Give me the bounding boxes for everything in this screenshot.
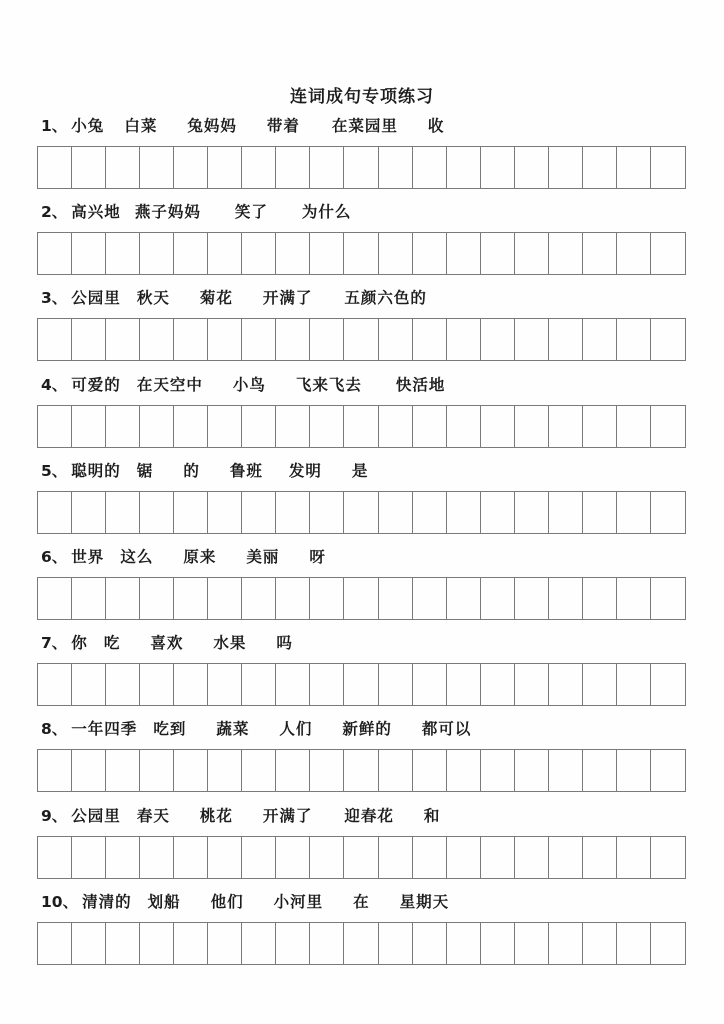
answer-cell[interactable] — [515, 923, 549, 964]
answer-cell[interactable] — [106, 319, 140, 360]
question-prompt — [41, 372, 445, 396]
word-token: 小河里 — [273, 892, 324, 911]
question-prompt — [41, 716, 471, 740]
answer-cell[interactable] — [481, 578, 515, 619]
question-prompt — [41, 803, 440, 827]
answer-cell[interactable] — [208, 923, 242, 964]
word-token: 星期天 — [399, 892, 450, 911]
answer-cell[interactable] — [413, 233, 447, 274]
answer-cell[interactable] — [583, 406, 617, 447]
answer-cell[interactable] — [174, 233, 208, 274]
answer-cell[interactable] — [72, 492, 106, 533]
answer-cell[interactable] — [515, 578, 549, 619]
answer-cell[interactable] — [583, 492, 617, 533]
answer-grid — [37, 491, 686, 534]
answer-cell[interactable] — [140, 923, 174, 964]
answer-cell[interactable] — [276, 319, 310, 360]
question-number: 1、 — [41, 117, 68, 135]
answer-cell[interactable] — [174, 923, 208, 964]
word-token: 你 — [71, 634, 88, 653]
word-token: 开满了 — [262, 806, 313, 825]
word-token: 秋天 — [136, 289, 170, 308]
word-token: 春天 — [136, 806, 170, 825]
answer-cell[interactable] — [515, 406, 549, 447]
answer-cell[interactable] — [651, 492, 685, 533]
answer-cell[interactable] — [413, 147, 447, 188]
answer-cell[interactable] — [515, 147, 549, 188]
answer-cell[interactable] — [413, 319, 447, 360]
word-token: 世界 — [71, 548, 105, 566]
answer-cell[interactable] — [276, 750, 310, 791]
question-prompt — [41, 630, 293, 654]
word-token: 和 — [423, 806, 441, 825]
word-token: 五颜六色的 — [344, 289, 427, 308]
answer-cell[interactable] — [208, 406, 242, 447]
word-token: 是 — [351, 461, 369, 480]
word-token: 小鸟 — [232, 375, 266, 394]
answer-cell[interactable] — [174, 750, 208, 791]
answer-cell[interactable] — [447, 837, 481, 878]
word-token: 蔬菜 — [216, 720, 250, 739]
answer-cell[interactable] — [549, 233, 583, 274]
answer-cell[interactable] — [242, 837, 276, 878]
answer-cell[interactable] — [174, 406, 208, 447]
answer-cell[interactable] — [413, 492, 447, 533]
answer-cell[interactable] — [310, 664, 344, 705]
answer-cell[interactable] — [617, 406, 651, 447]
answer-cell[interactable] — [140, 578, 174, 619]
answer-cell[interactable] — [617, 837, 651, 878]
word-token: 划船 — [147, 892, 181, 911]
answer-cell[interactable] — [379, 750, 413, 791]
answer-cell[interactable] — [72, 923, 106, 964]
answer-cell[interactable] — [447, 406, 481, 447]
answer-cell[interactable] — [38, 147, 72, 188]
answer-cell[interactable] — [276, 923, 310, 964]
question-number: 7、 — [41, 634, 68, 653]
word-token: 公园里 — [71, 806, 121, 825]
answer-cell[interactable] — [72, 147, 106, 188]
question-number: 4、 — [41, 375, 68, 394]
answer-grid — [37, 663, 686, 706]
answer-grid — [37, 232, 686, 275]
answer-cell[interactable] — [242, 319, 276, 360]
answer-cell[interactable] — [549, 319, 583, 360]
word-token: 高兴地 — [71, 203, 121, 222]
answer-cell[interactable] — [208, 664, 242, 705]
word-token: 可爱的 — [71, 375, 121, 394]
answer-cell[interactable] — [379, 147, 413, 188]
answer-cell[interactable] — [481, 923, 515, 964]
answer-cell[interactable] — [140, 319, 174, 360]
answer-cell[interactable] — [515, 492, 549, 533]
answer-cell[interactable] — [344, 147, 378, 188]
answer-cell[interactable] — [481, 406, 515, 447]
answer-cell[interactable] — [413, 406, 447, 447]
answer-cell[interactable] — [617, 578, 651, 619]
answer-cell[interactable] — [276, 492, 310, 533]
answer-cell[interactable] — [481, 837, 515, 878]
answer-cell[interactable] — [174, 492, 208, 533]
answer-cell[interactable] — [481, 233, 515, 274]
answer-cell[interactable] — [72, 750, 106, 791]
answer-cell[interactable] — [447, 923, 481, 964]
word-token: 开满了 — [262, 289, 313, 308]
worksheet-title: 连词成句专项练习 — [290, 87, 434, 107]
answer-cell[interactable] — [310, 578, 344, 619]
word-token: 的 — [183, 461, 200, 480]
answer-cell[interactable] — [481, 664, 515, 705]
answer-cell[interactable] — [140, 750, 174, 791]
answer-cell[interactable] — [413, 664, 447, 705]
word-token: 菊花 — [199, 289, 233, 308]
answer-cell[interactable] — [651, 578, 685, 619]
answer-cell[interactable] — [651, 147, 685, 188]
answer-cell[interactable] — [413, 923, 447, 964]
answer-cell[interactable] — [310, 492, 344, 533]
answer-cell[interactable] — [276, 664, 310, 705]
answer-cell[interactable] — [651, 233, 685, 274]
answer-cell[interactable] — [413, 837, 447, 878]
answer-cell[interactable] — [140, 406, 174, 447]
answer-cell[interactable] — [481, 492, 515, 533]
answer-cell[interactable] — [549, 578, 583, 619]
word-token: 聪明的 — [71, 461, 121, 480]
word-token: 在天空中 — [136, 375, 203, 394]
question-number: 6、 — [41, 548, 68, 566]
word-token: 快活地 — [395, 375, 446, 394]
answer-cell[interactable] — [617, 319, 651, 360]
answer-cell[interactable] — [447, 233, 481, 274]
answer-cell[interactable] — [379, 492, 413, 533]
answer-cell[interactable] — [617, 923, 651, 964]
answer-cell[interactable] — [617, 147, 651, 188]
answer-cell[interactable] — [242, 147, 276, 188]
answer-cell[interactable] — [549, 147, 583, 188]
answer-cell[interactable] — [651, 837, 685, 878]
answer-cell[interactable] — [310, 406, 344, 447]
answer-cell[interactable] — [310, 750, 344, 791]
word-token: 带着 — [266, 117, 300, 135]
word-token: 都可以 — [421, 720, 472, 739]
answer-cell[interactable] — [208, 578, 242, 619]
answer-cell[interactable] — [344, 664, 378, 705]
answer-cell[interactable] — [379, 664, 413, 705]
answer-cell[interactable] — [106, 923, 140, 964]
answer-cell[interactable] — [447, 578, 481, 619]
word-token: 原来 — [183, 548, 217, 566]
question-prompt — [41, 285, 427, 309]
answer-cell[interactable] — [72, 406, 106, 447]
answer-cell[interactable] — [344, 319, 378, 360]
word-token: 飞来飞去 — [295, 375, 362, 394]
answer-cell[interactable] — [447, 664, 481, 705]
answer-cell[interactable] — [106, 147, 140, 188]
answer-cell[interactable] — [515, 837, 549, 878]
answer-cell[interactable] — [481, 319, 515, 360]
answer-grid — [37, 318, 686, 361]
word-token: 燕子妈妈 — [134, 203, 201, 222]
answer-cell[interactable] — [242, 750, 276, 791]
answer-cell[interactable] — [549, 492, 583, 533]
answer-cell[interactable] — [583, 750, 617, 791]
answer-cell[interactable] — [276, 837, 310, 878]
answer-cell[interactable] — [208, 233, 242, 274]
word-token: 水果 — [213, 634, 247, 653]
word-token: 一年四季 — [71, 720, 138, 739]
word-token: 迎春花 — [344, 806, 394, 825]
word-token: 笑了 — [234, 203, 268, 222]
question-number: 3、 — [41, 289, 68, 308]
answer-cell[interactable] — [242, 492, 276, 533]
answer-cell[interactable] — [549, 923, 583, 964]
answer-cell[interactable] — [515, 319, 549, 360]
answer-cell[interactable] — [106, 664, 140, 705]
answer-cell[interactable] — [106, 233, 140, 274]
word-token: 吃 — [103, 634, 121, 653]
answer-grid — [37, 836, 686, 879]
answer-cell[interactable] — [617, 664, 651, 705]
answer-cell[interactable] — [651, 319, 685, 360]
answer-cell[interactable] — [310, 233, 344, 274]
answer-cell[interactable] — [310, 319, 344, 360]
answer-cell[interactable] — [72, 233, 106, 274]
question-prompt — [41, 458, 368, 482]
answer-cell[interactable] — [38, 837, 72, 878]
word-token: 在 — [353, 892, 370, 911]
word-token: 人们 — [279, 720, 313, 739]
answer-cell[interactable] — [447, 147, 481, 188]
answer-cell[interactable] — [174, 319, 208, 360]
answer-cell[interactable] — [242, 406, 276, 447]
question-prompt — [41, 544, 326, 568]
answer-cell[interactable] — [72, 837, 106, 878]
answer-cell[interactable] — [38, 578, 72, 619]
answer-cell[interactable] — [583, 923, 617, 964]
answer-cell[interactable] — [515, 233, 549, 274]
answer-cell[interactable] — [208, 147, 242, 188]
word-token: 这么 — [120, 548, 154, 566]
answer-cell[interactable] — [174, 837, 208, 878]
answer-cell[interactable] — [106, 750, 140, 791]
answer-grid — [37, 577, 686, 620]
word-token: 小兔 — [71, 117, 105, 135]
question-number: 9、 — [41, 806, 68, 825]
answer-cell[interactable] — [515, 750, 549, 791]
word-token: 在菜园里 — [331, 117, 398, 135]
question-prompt — [41, 113, 444, 137]
answer-cell[interactable] — [379, 923, 413, 964]
answer-grid — [37, 749, 686, 792]
answer-cell[interactable] — [413, 750, 447, 791]
answer-cell[interactable] — [549, 837, 583, 878]
word-token: 新鲜的 — [342, 720, 392, 739]
word-token: 喜欢 — [150, 634, 184, 653]
answer-cell[interactable] — [38, 923, 72, 964]
word-token: 兔妈妈 — [187, 117, 237, 135]
answer-cell[interactable] — [379, 319, 413, 360]
answer-cell[interactable] — [583, 837, 617, 878]
word-token: 桃花 — [199, 806, 233, 825]
answer-cell[interactable] — [242, 664, 276, 705]
answer-cell[interactable] — [208, 319, 242, 360]
answer-cell[interactable] — [38, 233, 72, 274]
answer-cell[interactable] — [106, 837, 140, 878]
answer-cell[interactable] — [447, 750, 481, 791]
answer-cell[interactable] — [310, 923, 344, 964]
answer-cell[interactable] — [379, 406, 413, 447]
answer-cell[interactable] — [106, 492, 140, 533]
answer-cell[interactable] — [242, 923, 276, 964]
answer-cell[interactable] — [583, 578, 617, 619]
answer-cell[interactable] — [242, 233, 276, 274]
answer-cell[interactable] — [583, 147, 617, 188]
word-token: 锯 — [136, 461, 154, 480]
answer-cell[interactable] — [651, 750, 685, 791]
question-prompt — [41, 199, 351, 223]
answer-cell[interactable] — [38, 406, 72, 447]
answer-cell[interactable] — [344, 750, 378, 791]
answer-cell[interactable] — [344, 923, 378, 964]
answer-cell[interactable] — [38, 664, 72, 705]
word-token: 收 — [427, 117, 445, 135]
answer-cell[interactable] — [344, 492, 378, 533]
word-token: 呀 — [309, 548, 326, 566]
question-number: 10、 — [41, 892, 79, 911]
answer-cell[interactable] — [276, 406, 310, 447]
answer-cell[interactable] — [583, 664, 617, 705]
word-token: 美丽 — [246, 548, 280, 566]
word-token: 发明 — [288, 461, 322, 480]
answer-cell[interactable] — [72, 319, 106, 360]
answer-grid — [37, 922, 686, 965]
word-token: 为什么 — [301, 203, 352, 222]
answer-cell[interactable] — [617, 750, 651, 791]
answer-cell[interactable] — [106, 406, 140, 447]
answer-cell[interactable] — [617, 492, 651, 533]
answer-cell[interactable] — [208, 837, 242, 878]
answer-cell[interactable] — [72, 578, 106, 619]
answer-cell[interactable] — [310, 837, 344, 878]
answer-cell[interactable] — [549, 406, 583, 447]
answer-cell[interactable] — [38, 492, 72, 533]
answer-cell[interactable] — [583, 319, 617, 360]
answer-cell[interactable] — [515, 664, 549, 705]
answer-cell[interactable] — [38, 750, 72, 791]
answer-cell[interactable] — [447, 492, 481, 533]
answer-cell[interactable] — [651, 923, 685, 964]
answer-cell[interactable] — [140, 664, 174, 705]
question-prompt — [41, 889, 449, 913]
answer-cell[interactable] — [651, 406, 685, 447]
answer-cell[interactable] — [583, 233, 617, 274]
word-token: 白菜 — [124, 117, 158, 135]
answer-cell[interactable] — [140, 837, 174, 878]
answer-cell[interactable] — [276, 147, 310, 188]
answer-cell[interactable] — [344, 837, 378, 878]
answer-cell[interactable] — [344, 578, 378, 619]
word-token: 吗 — [276, 634, 293, 653]
answer-cell[interactable] — [208, 492, 242, 533]
answer-cell[interactable] — [106, 578, 140, 619]
question-number: 5、 — [41, 461, 68, 480]
word-token: 吃到 — [153, 720, 187, 739]
answer-cell[interactable] — [140, 233, 174, 274]
answer-cell[interactable] — [379, 578, 413, 619]
answer-cell[interactable] — [379, 837, 413, 878]
answer-cell[interactable] — [651, 664, 685, 705]
answer-cell[interactable] — [208, 750, 242, 791]
answer-cell[interactable] — [310, 147, 344, 188]
answer-cell[interactable] — [72, 664, 106, 705]
answer-cell[interactable] — [413, 578, 447, 619]
answer-cell[interactable] — [276, 233, 310, 274]
answer-cell[interactable] — [174, 147, 208, 188]
answer-cell[interactable] — [344, 233, 378, 274]
answer-cell[interactable] — [549, 664, 583, 705]
answer-cell[interactable] — [140, 492, 174, 533]
answer-cell[interactable] — [447, 319, 481, 360]
answer-cell[interactable] — [617, 233, 651, 274]
question-number: 8、 — [41, 720, 68, 739]
question-number: 2、 — [41, 203, 68, 222]
answer-cell[interactable] — [481, 147, 515, 188]
answer-cell[interactable] — [481, 750, 515, 791]
answer-cell[interactable] — [174, 664, 208, 705]
answer-cell[interactable] — [379, 233, 413, 274]
answer-cell[interactable] — [344, 406, 378, 447]
answer-cell[interactable] — [140, 147, 174, 188]
answer-cell[interactable] — [549, 750, 583, 791]
answer-grid — [37, 146, 686, 189]
word-token: 公园里 — [71, 289, 121, 308]
answer-grid — [37, 405, 686, 448]
word-token: 鲁班 — [229, 461, 263, 480]
answer-cell[interactable] — [276, 578, 310, 619]
answer-cell[interactable] — [242, 578, 276, 619]
answer-cell[interactable] — [38, 319, 72, 360]
word-token: 他们 — [210, 892, 244, 911]
answer-cell[interactable] — [174, 578, 208, 619]
word-token: 清清的 — [82, 892, 132, 911]
